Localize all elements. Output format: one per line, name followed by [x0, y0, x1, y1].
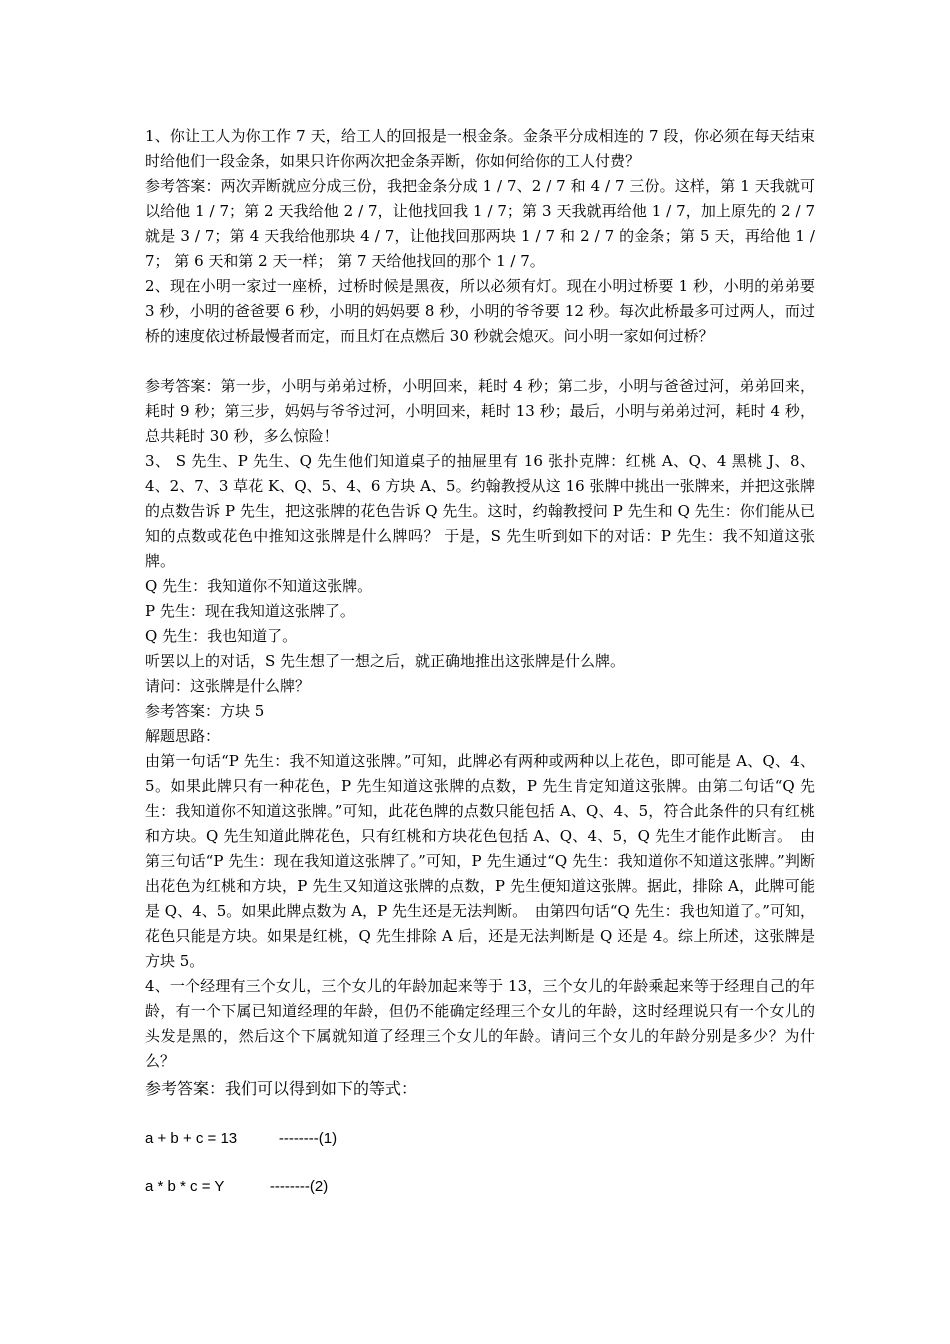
dialogue-q-second: Q 先生：我也知道了。 [145, 627, 298, 645]
answer-1: 参考答案：两次弄断就应分成三份，我把金条分成 1 / 7、2 / 7 和 4 / 7 三份。这样，第 1 天我就可以给他 1 / 7；第 2 天我给他 2 / 7，让他找回我 1 / 7；第 3 天我就再给他 1 / 7，加上原先的 2 / 7 就是 3 / 7；第 4 天我给他那块 4 / 7，让他找回那两块 1 / 7 和 2 / 7 的金条；第 5 天，再给他 1 / 7； 第 6 天和第 2 天一样； 第 7 天给他找回的那个 1 / 7。 [145, 177, 815, 270]
formula-sum: a + b + c = 13 --------(1) [145, 1130, 338, 1147]
answer-3: 参考答案：方块 5 [145, 702, 265, 720]
reasoning-title: 解题思路： [145, 727, 221, 745]
blank-line [145, 349, 815, 374]
formula-product: a * b * c = Y --------(2) [145, 1178, 329, 1195]
formula-spacer [145, 1103, 815, 1127]
question-2: 2、现在小明一家过一座桥，过桥时候是黑夜，所以必须有灯。现在小明过桥要 1 秒，小明的弟弟要 3 秒，小明的爸爸要 6 秒，小明的妈妈要 8 秒，小明的爷爷要 12 秒。每次此桥最多可过两人，而过桥的速度依过桥最慢者而定，而且灯在点燃后 30 秒就会熄灭。问小明一家如何过桥？ [145, 277, 815, 345]
document-body [145, 124, 815, 1199]
question-4: 4、一个经理有三个女儿，三个女儿的年龄加起来等于 13，三个女儿的年龄乘起来等于经理自己的年龄，有一个下属已知道经理的年龄，但仍不能确定经理三个女儿的年龄，这时经理说只有一个女儿的头发是黑的，然后这个下属就知道了经理三个女儿的年龄。请问三个女儿的年龄分别是多少？为什么？ [145, 977, 815, 1070]
dialogue-p-second: P 先生：现在我知道这张牌了。 [145, 602, 355, 620]
dialogue-s-conclusion: 听罢以上的对话，S 先生想了一想之后，就正确地推出这张牌是什么牌。 [145, 652, 626, 670]
question-3-ask: 请问：这张牌是什么牌？ [145, 677, 311, 695]
formula-spacer [145, 1151, 815, 1175]
reasoning-text: 由第一句话“P 先生：我不知道这张牌。”可知，此牌必有两种或两种以上花色，即可能是 A、Q、4、5。如果此牌只有一种花色，P 先生知道这张牌的点数，P 先生肯定知道这张牌。由第二句话“Q 先生：我知道你不知道这张牌。”可知，此花色牌的点数只能包括 A、Q、4、5，符合此条件的只有红桃和方块。Q 先生知道此牌花色，只有红桃和方块花色包括 A、Q、4、5，Q 先生才能作此断言。 由第三句话“P 先生：现在我知道这张牌了。”可知，P 先生通过“Q 先生：我知道你不知道这张牌。”判断出花色为红桃和方块，P 先生又知道这张牌的点数，P 先生便知道这张牌。据此，排除 A，此牌可能是 Q、4、5。如果此牌点数为 A，P 先生还是无法判断。 由第四句话“Q 先生：我也知道了。”可知，花色只能是方块。如果是红桃，Q 先生排除 A 后，还是无法判断是 Q 还是 4。综上所述，这张牌是方块 5。 [145, 752, 815, 970]
answer-4-heading: 参考答案：我们可以得到如下的等式： [145, 1079, 418, 1098]
dialogue-q-first: Q 先生：我知道你不知道这张牌。 [145, 577, 373, 595]
question-1: 1、你让工人为你工作 7 天，给工人的回报是一根金条。金条平分成相连的 7 段，你必须在每天结束时给他们一段金条，如果只许你两次把金条弄断，你如何给你的工人付费？ [145, 127, 815, 170]
answer-2: 参考答案：第一步，小明与弟弟过桥，小明回来，耗时 4 秒；第二步，小明与爸爸过河，弟弟回来，耗时 9 秒；第三步，妈妈与爷爷过河，小明回来，耗时 13 秒；最后，小明与弟弟过河，耗时 4 秒，总共耗时 30 秒，多么惊险！ [145, 377, 815, 445]
question-3: 3、 S 先生、P 先生、Q 先生他们知道桌子的抽屉里有 16 张扑克牌：红桃 A、Q、4 黑桃 J、8、4、2、7、3 草花 K、Q、5、4、6 方块 A、5。约翰教授从这 16 张牌中挑出一张牌来，并把这张牌的点数告诉 P 先生，把这张牌的花色告诉 Q 先生。这时，约翰教授问 P 先生和 Q 先生：你们能从已知的点数或花色中推知这张牌是什么牌吗？ 于是，S 先生听到如下的对话：P 先生：我不知道这张牌。 [145, 452, 815, 570]
